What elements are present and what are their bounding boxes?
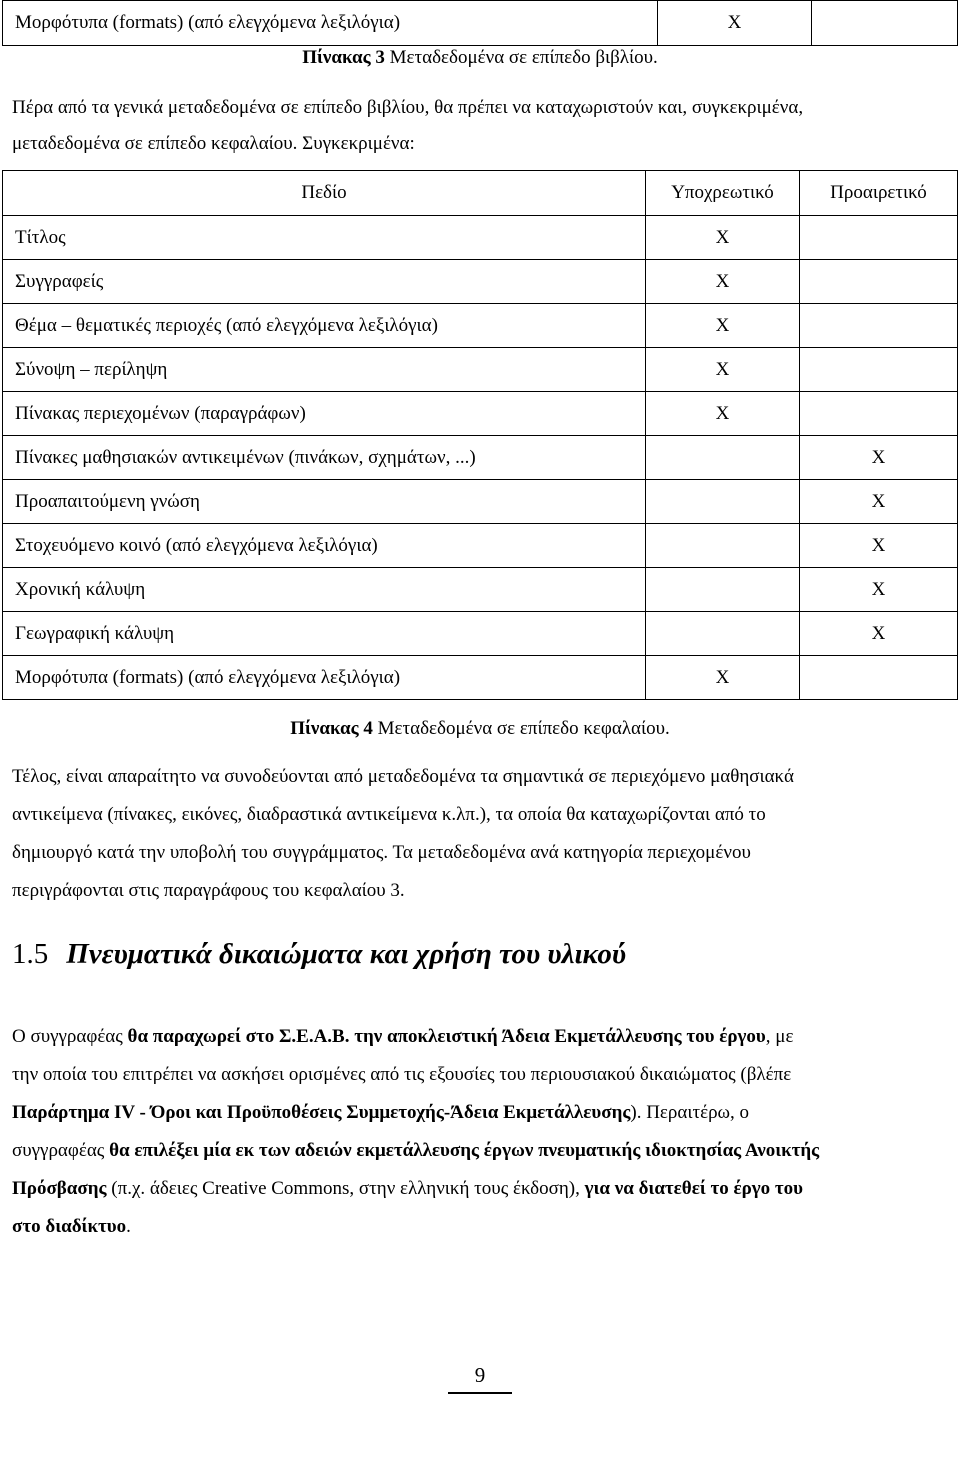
book-metadata-table-tail (2, 0, 958, 46)
field-label: Πίνακες μαθησιακών αντικειμένων (πινάκων, σχημάτων, ...) (3, 436, 646, 480)
table-row (3, 304, 958, 348)
field-label: Συγγραφείς (3, 260, 646, 304)
optional-mark: X (800, 480, 958, 524)
section-heading (12, 938, 626, 971)
optional-mark: X (800, 436, 958, 480)
mandatory-mark: X (646, 216, 800, 260)
mandatory-mark: X (646, 392, 800, 436)
field-label: Σύνοψη – περίληψη (3, 348, 646, 392)
header-optional: Προαιρετικό (800, 171, 958, 216)
table-row (3, 480, 958, 524)
header-mandatory: Υποχρεωτικό (646, 171, 800, 216)
mandatory-mark (646, 568, 800, 612)
header-field: Πεδίο (3, 171, 646, 216)
mandatory-mark: X (646, 656, 800, 700)
table-row (3, 656, 958, 700)
section-title: Πνευματικά δικαιώματα και χρήση του υλικού (66, 938, 627, 970)
optional-mark (800, 304, 958, 348)
table-row (3, 260, 958, 304)
field-label: Τίτλος (3, 216, 646, 260)
optional-mark: X (800, 612, 958, 656)
learning-objects-paragraph: Τέλος, είναι απαραίτητο να συνοδεύονται από μεταδεδομένα τα σημαντικά σε περιεχόμενο μαθησιακά αντικείμενα (πίνακες, εικόνες, διαδραστικά αντικείμενα κ.λπ.), τα οποία θα καταχωρίζονται από το δημιουργό κατά την υποβολή του συγγράμματος. Τα μεταδεδομένα ανά κατηγορία περιεχομένου περιγράφονται στις παραγράφους του κεφαλαίου 3. (12, 766, 794, 901)
field-label: Προαπαιτούμενη γνώση (3, 480, 646, 524)
optional-mark (800, 392, 958, 436)
mandatory-mark (646, 480, 800, 524)
optional-mark: X (800, 568, 958, 612)
mandatory-mark: X (646, 260, 800, 304)
field-label: Χρονική κάλυψη (3, 568, 646, 612)
section-number: 1.5 (12, 938, 49, 970)
table-header-row (3, 171, 958, 216)
table-row (3, 524, 958, 568)
mandatory-mark: X (646, 304, 800, 348)
table-row (3, 216, 958, 260)
field-label: Πίνακας περιεχομένων (παραγράφων) (3, 392, 646, 436)
page-number: 9 (474, 1363, 486, 1387)
table-4-caption: Πίνακας 4 Μεταδεδομένα σε επίπεδο κεφαλαίου. (290, 718, 670, 739)
field-label: Στοχευόμενο κοινό (από ελεγχόμενα λεξιλόγια) (3, 524, 646, 568)
intro-paragraph: Πέρα από τα γενικά μεταδεδομένα σε επίπεδο βιβλίου, θα πρέπει να καταχωριστούν και, συγκεκριμένα, μεταδεδομένα σε επίπεδο κεφαλαίου. Συγκεκριμένα: (12, 97, 804, 154)
field-label: Μορφότυπα (formats) (από ελεγχόμενα λεξιλόγια) (3, 656, 646, 700)
chapter-metadata-table (2, 170, 958, 700)
optional-mark (800, 656, 958, 700)
mandatory-mark: X (646, 348, 800, 392)
table-row (3, 392, 958, 436)
page-number-rule (448, 1392, 512, 1394)
field-label: Μορφότυπα (formats) (από ελεγχόμενα λεξιλόγια) (3, 1, 658, 46)
mandatory-mark: X (658, 1, 812, 46)
optional-mark (800, 216, 958, 260)
field-label: Θέμα – θεματικές περιοχές (από ελεγχόμενα λεξιλόγια) (3, 304, 646, 348)
table-row (3, 1, 958, 46)
table-row (3, 612, 958, 656)
table-row (3, 436, 958, 480)
optional-mark (812, 1, 958, 46)
table-row (3, 348, 958, 392)
optional-mark: X (800, 524, 958, 568)
optional-mark (800, 260, 958, 304)
mandatory-mark (646, 436, 800, 480)
table-row (3, 568, 958, 612)
mandatory-mark (646, 524, 800, 568)
mandatory-mark (646, 612, 800, 656)
optional-mark (800, 348, 958, 392)
copyright-paragraph: Ο συγγραφέας θα παραχωρεί στο Σ.Ε.Α.Β. την αποκλειστική Άδεια Εκμετάλλευσης του έργου, με την οποία του επιτρέπει να ασκήσει ορισμένες από τις εξουσίες του περιουσιακού δικαιώματος (βλέπε Παράρτημα IV - Όροι και Προϋποθέσεις Συμμετοχής-Άδεια Εκμετάλλευσης). Περαιτέρω, ο συγγραφέας θα επιλέξει μία εκ των αδειών εκμετάλλευσης έργων πνευματικής ιδιοκτησίας Ανοικτής Πρόσβασης (π.χ. άδειες Creative Commons, στην ελληνική τους έκδοση), για να διατεθεί το έργο του στο διαδίκτυο. (12, 1026, 820, 1237)
field-label: Γεωγραφική κάλυψη (3, 612, 646, 656)
table-3-caption: Πίνακας 3 Μεταδεδομένα σε επίπεδο βιβλίου. (302, 47, 658, 68)
